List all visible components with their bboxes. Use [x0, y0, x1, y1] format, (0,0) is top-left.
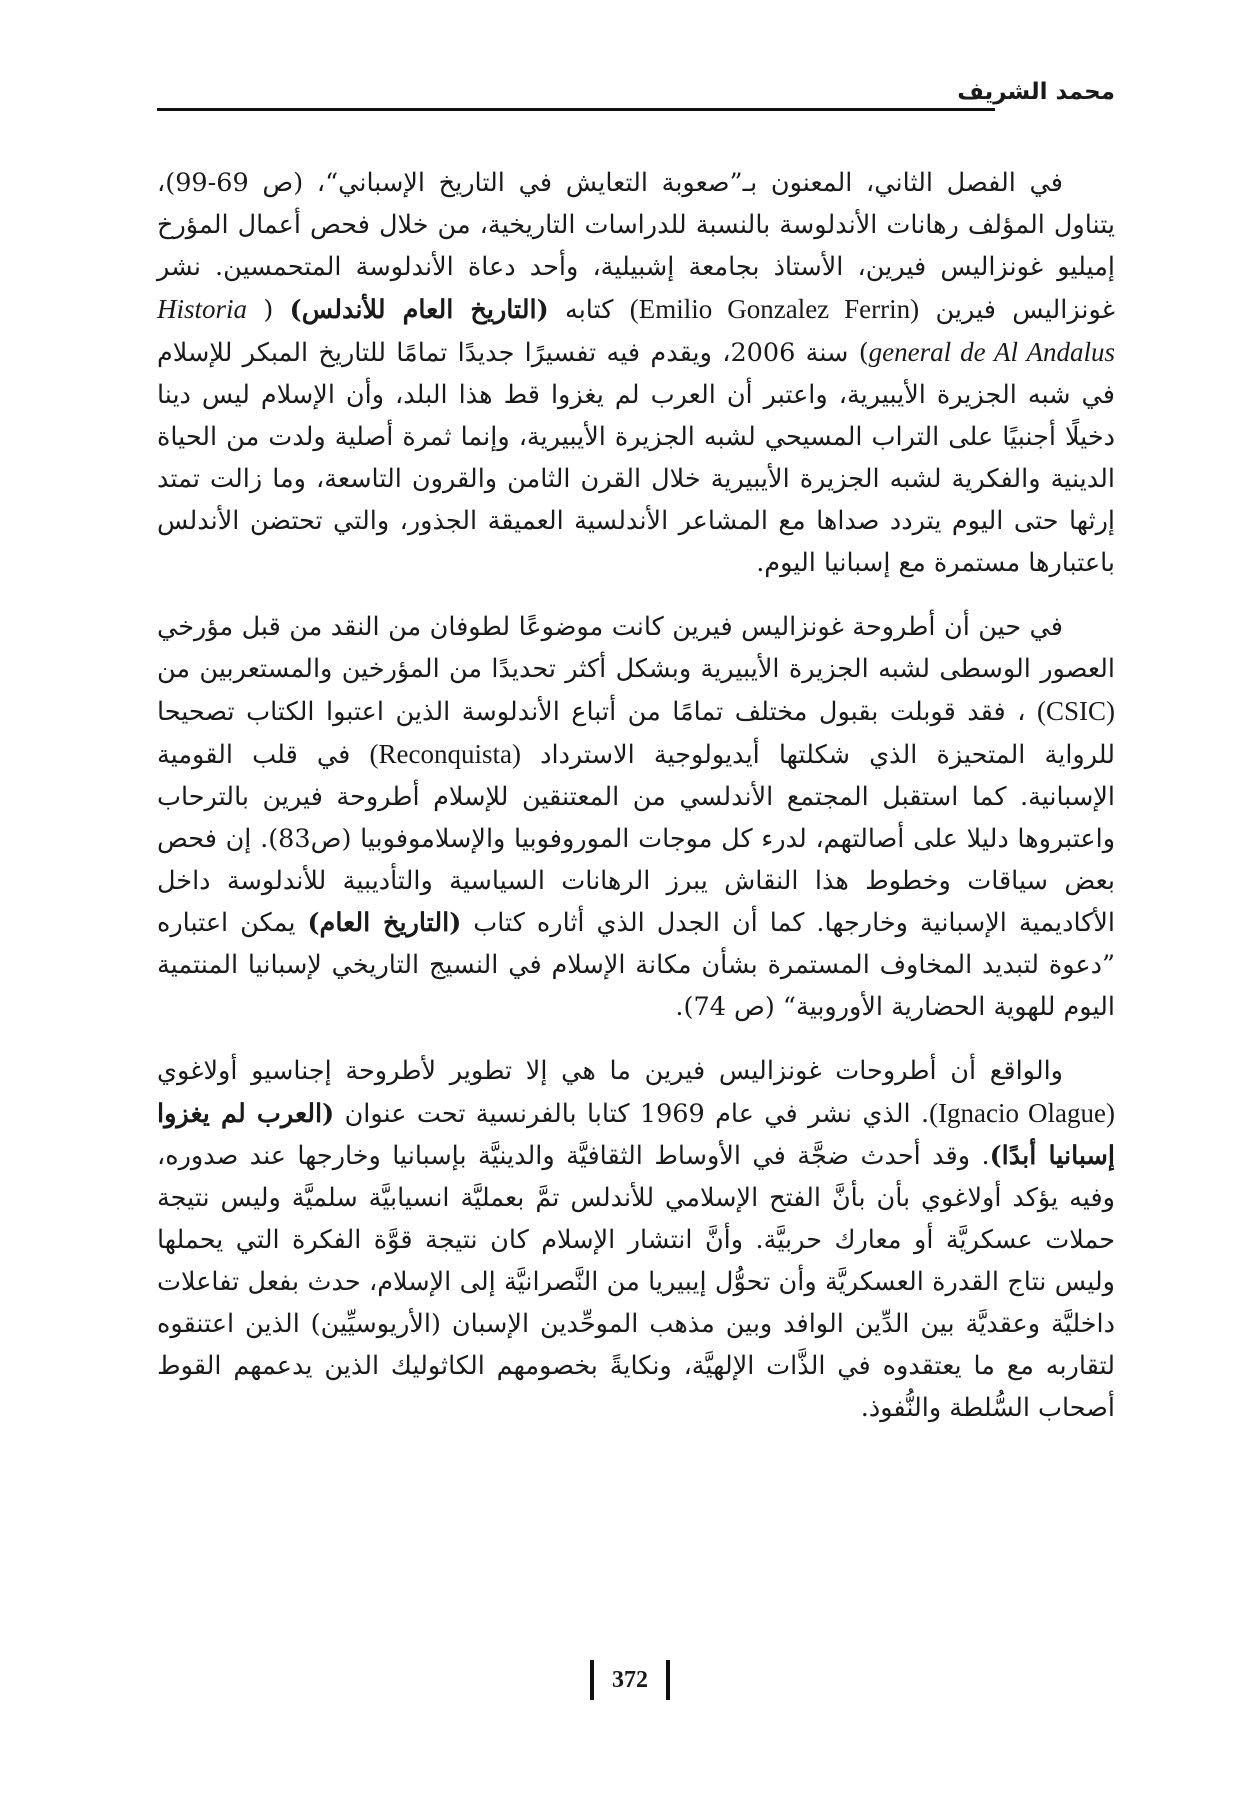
p2-latin-csic: (CSIC): [1036, 696, 1115, 726]
p2-text-2: ، فقد قوبلت بقبول مختلف تمامًا من أتباع الأندلوسة الذين اعتبوا الكتاب تصحيحا للرواية المتحيزة الذي شكلتها أيديولوجية الاسترداد: [157, 697, 1115, 770]
paragraph-1: [157, 162, 1115, 584]
p1-bold-title: (التاريخ العام للأندلس): [289, 295, 549, 325]
p1-text-3: (: [247, 295, 290, 325]
p2-text-1: في حين أن أطروحة غونزاليس فيرين كانت موضوعًا لطوفان من النقد من قبل مؤرخي العصور الوسطى لشبه الجزيرة الأيبيرية وبشكل أكثر تحديدًا من المؤرخين والمستعربين من: [157, 612, 1115, 684]
header-rule: [157, 108, 995, 111]
p3-latin-name: (Ignacio Olague): [929, 1098, 1116, 1128]
body-text: [157, 162, 1115, 1451]
p1-latin-title: Historia general de Al Andalus: [157, 294, 1115, 367]
header-author: محمد الشريف: [943, 78, 1115, 106]
p1-text-2: كتابه: [548, 295, 630, 325]
p3-text-2: . الذي نشر في عام 1969 كتابا بالفرنسية تحت عنوان: [334, 1099, 930, 1129]
paragraph-2: [157, 606, 1115, 1028]
p2-text-3: في قلب القومية الإسبانية. كما استقبل المجتمع الأندلسي من المعتنقين للإسلام أطروحة فيرين بالترحاب واعتبروها دليلا على أصالتهم، لدرء كل موجات الموروفوبيا والإسلاموفوبيا (ص83). إن فحص بعض سياقات وخطوط هذا النقاش يبرز الرهانات السياسية والتأديبية للأندلوسة داخل الأكاديمية الإسبانية وخارجها. كما أن الجدل الذي أثاره كتاب: [157, 740, 1116, 938]
p3-bold-title: (العرب لم يغزوا إسبانيا أبدًا): [157, 1099, 1116, 1171]
p2-text-4: يمكن اعتباره ”دعوة لتبديد المخاوف المستمرة بشأن مكانة الإسلام في النسيج التاريخي لإسبانيا المنتمية اليوم للهوية الحضارية الأوروبية“ (ص 74).: [157, 908, 1115, 1022]
p1-latin-name: (Emilio Gonzalez Ferrin): [629, 294, 920, 324]
p1-text-1: في الفصل الثاني، المعنون بـ”صعوبة التعايش في التاريخ الإسباني“، (ص 69-99)، يتناول المؤلف رهانات الأندلوسة بالنسبة للدراسات التاريخية، من خلال فحص أعمال المؤرخ إميليو غونزاليس فيرين، الأستاذ بجامعة إشبيلية، وأحد دعاة الأندلوسة المتحمسين. نشر غونزاليس فيرين: [157, 168, 1115, 325]
p2-latin-reconquista: (Reconquista): [369, 739, 521, 769]
p3-text-1: والواقع أن أطروحات غونزاليس فيرين ما هي إلا تطوير لأطروحة إجناسيو أولاغوي: [157, 1056, 1063, 1086]
p1-text-4: ) سنة 2006، ويقدم فيه تفسيرًا جديدًا تمامًا للتاريخ المبكر للإسلام في شبه الجزيرة الأيبيرية، واعتبر أن العرب لم يغزوا قط هذا البلد، وأن الإسلام ليس دينا دخيلًا أجنبيًا على التراب المسيحي لشبه الجزيرة الأيبيرية، وإنما ثمرة أصلية ولدت من الحياة الدينية والفكرية لشبه الجزيرة الأيبيرية خلال القرن الثامن والقرون التاسعة، وما زالت تمتد إرثها حتى اليوم يتردد صداها مع المشاعر الأندلسية العميقة الجذور، والتي تحتضن الأندلس باعتبارها مستمرة مع إسبانيا اليوم.: [157, 338, 1115, 578]
p3-text-3: . وقد أحدث ضجَّة في الأوساط الثقافيَّة والدينيَّة بإسبانيا وخارجها عند صدوره، وفيه يؤكد أولاغوي بأن بأنَّ الفتح الإسلامي للأندلس تمَّ بعمليَّة انسيابيَّة سلميَّة وليس نتيجة حملات عسكريَّة أو معارك حربيَّة. وأنَّ انتشار الإسلام كان نتيجة قوَّة الفكرة التي يحملها وليس نتاج القدرة العسكريَّة وأن تحوُّل إيبيريا من النَّصرانيَّة إلى الإسلام، حدث بفعل تفاعلات داخليَّة وعقديَّة بين الدِّين الوافد وبين مذهب الموحِّدين الإسبان (الأريوسيِّين) الذين اعتنقوه لتقاربه مع ما يعتقدوه في الذَّات الإلهيَّة، ونكايةً بخصومهم الكاثوليك الذين يدعمهم القوط أصحاب السُّلطة والنُّفوذ.: [157, 1141, 1115, 1423]
page-number: 372: [590, 1660, 670, 1700]
page-footer: [0, 1660, 1260, 1700]
paragraph-3: [157, 1050, 1115, 1429]
running-header: [157, 78, 1115, 106]
p2-bold-title: (التاريخ العام): [307, 908, 462, 938]
